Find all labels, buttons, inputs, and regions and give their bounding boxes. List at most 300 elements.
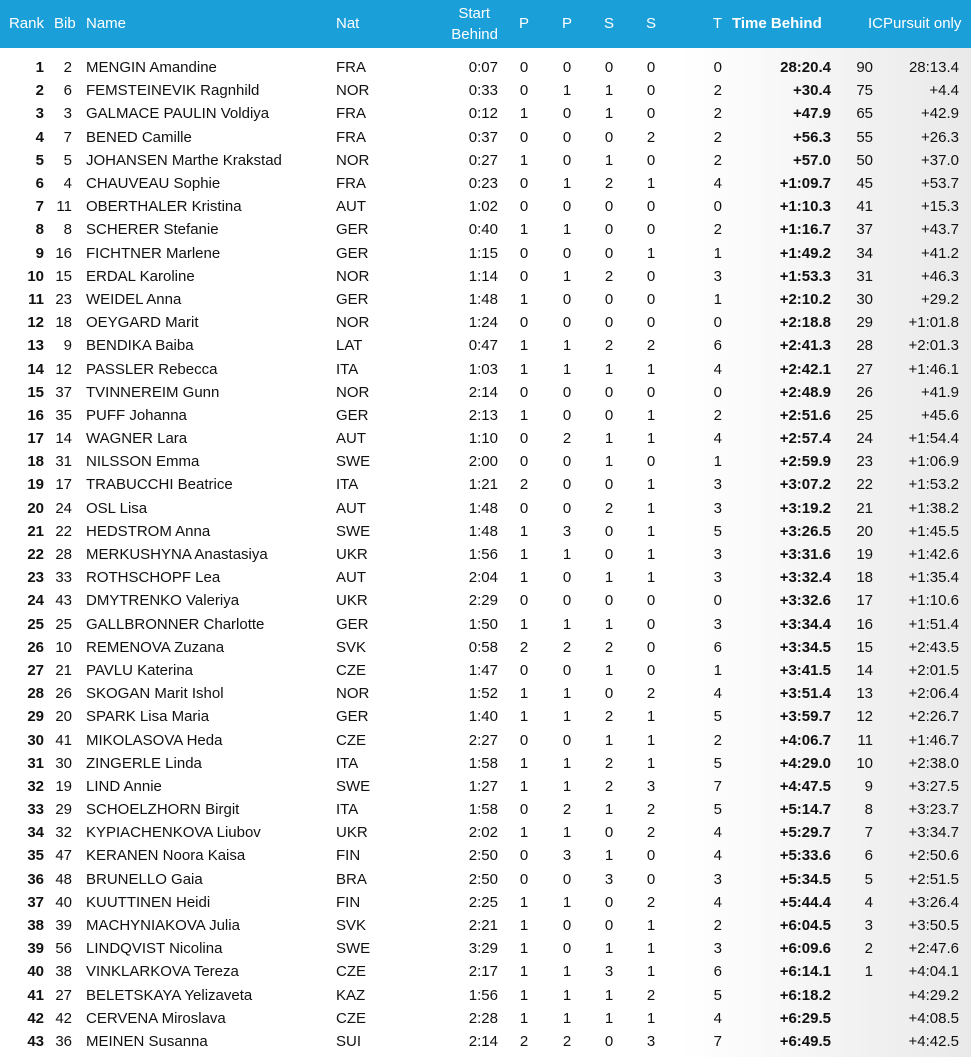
table-row[interactable] [0,404,971,427]
name-cell: PUFF Johanna [86,406,187,424]
bib-cell: 33 [55,569,72,587]
rank-cell: 32 [27,777,44,795]
col-standing-2[interactable]: S [645,15,656,32]
start-behind-cell: 1:15 [468,244,498,262]
prone-2-cell: 1 [562,986,572,1004]
prone-2-cell: 0 [562,917,572,935]
col-time-behind[interactable]: Time Behind [732,15,822,32]
standing-1-cell: 0 [604,824,614,842]
standing-1-cell: 0 [604,244,614,262]
time-behind-cell: 28:20.4 [780,59,831,77]
bib-cell: 32 [55,824,72,842]
nat-cell: NOR [336,685,370,703]
total-cell: 5 [713,708,722,726]
total-cell: 4 [713,847,722,865]
nat-cell: ITA [336,754,359,772]
standing-2-cell: 0 [646,383,656,401]
nat-cell: SWE [336,522,371,540]
pursuit-cell: +1:46.1 [908,360,959,378]
nat-cell: SWE [336,777,371,795]
name-cell: BENED Camille [86,128,192,146]
standing-2-cell: 1 [646,244,656,262]
name-cell: HEDSTROM Anna [86,522,211,540]
standing-2-cell: 0 [646,615,656,633]
col-rank[interactable]: Rank [8,15,44,32]
prone-1-cell: 0 [519,801,529,819]
time-behind-cell: +3:51.4 [779,685,831,703]
name-cell: BRUNELLO Gaia [86,870,203,888]
standing-1-cell: 2 [604,175,614,193]
name-cell: CHAUVEAU Sophie [86,175,221,193]
standing-1-cell: 3 [604,963,614,981]
name-cell: FEMSTEINEVIK Ragnhild [86,82,260,100]
pursuit-cell: +43.7 [921,221,959,239]
standing-2-cell: 0 [646,59,656,77]
rank-cell: 38 [27,917,44,935]
start-behind-cell: 1:02 [468,198,498,216]
prone-1-cell: 1 [519,777,529,795]
prone-2-cell: 3 [562,522,572,540]
prone-2-cell: 0 [562,290,572,308]
bib-cell: 8 [63,221,72,239]
standing-1-cell: 0 [604,546,614,564]
prone-2-cell: 0 [562,870,572,888]
rank-cell: 24 [27,592,44,610]
standing-1-cell: 2 [604,499,614,517]
nat-cell: GER [336,221,369,239]
standing-2-cell: 0 [646,267,656,285]
table-row[interactable] [0,937,971,960]
col-bib[interactable]: Bib [54,15,76,32]
pursuit-cell: +2:01.5 [908,661,959,679]
name-cell: BENDIKA Baiba [86,337,194,355]
table-row[interactable] [0,636,971,659]
time-behind-cell: +3:31.6 [779,546,831,564]
table-row[interactable] [0,334,971,357]
standing-2-cell: 2 [646,128,656,146]
table-row[interactable] [0,450,971,473]
start-behind-cell: 1:52 [468,685,498,703]
start-behind-cell: 2:04 [468,569,498,587]
table-row[interactable] [0,473,971,496]
table-row[interactable] [0,868,971,891]
name-cell: PAVLU Katerina [86,661,193,679]
bib-cell: 17 [55,476,72,494]
table-row[interactable] [0,288,971,311]
time-behind-cell: +2:59.9 [779,453,831,471]
pursuit-cell: +2:50.6 [908,847,959,865]
standing-2-cell: 0 [646,453,656,471]
nat-cell: UKR [336,824,368,842]
pursuit-cell: +3:23.7 [908,801,959,819]
nat-cell: ITA [336,360,359,378]
name-cell: JOHANSEN Marthe Krakstad [86,151,282,169]
standing-2-cell: 1 [646,963,656,981]
standing-1-cell: 1 [604,801,614,819]
start-behind-cell: 0:40 [468,221,498,239]
col-standing-1[interactable]: S [603,15,614,32]
table-row[interactable] [0,613,971,636]
pursuit-cell: +3:27.5 [908,777,959,795]
pursuit-cell: +1:38.2 [908,499,959,517]
start-behind-cell: 2:14 [468,1032,498,1050]
prone-1-cell: 0 [519,198,529,216]
ic-cell: 41 [856,198,873,216]
col-start-line1: Start [458,5,490,22]
prone-1-cell: 1 [519,940,529,958]
name-cell: SPARK Lisa Maria [86,708,210,726]
col-prone-1[interactable]: P [518,15,529,32]
nat-cell: FIN [336,893,361,911]
prone-2-cell: 0 [562,661,572,679]
total-cell: 1 [713,453,722,471]
table-row[interactable] [0,752,971,775]
nat-cell: UKR [336,592,368,610]
standing-2-cell: 0 [646,847,656,865]
standing-1-cell: 1 [604,453,614,471]
table-row[interactable] [0,705,971,728]
prone-1-cell: 2 [519,638,529,656]
start-behind-cell: 2:21 [468,917,498,935]
bib-cell: 7 [63,128,72,146]
rank-cell: 28 [27,685,44,703]
name-cell: TRABUCCHI Beatrice [86,476,233,494]
table-row[interactable] [0,1007,971,1030]
start-behind-cell: 2:27 [468,731,498,749]
total-cell: 3 [713,569,722,587]
name-cell: MERKUSHYNA Anastasiya [86,546,268,564]
name-cell: ERDAL Karoline [86,267,195,285]
time-behind-cell: +1:16.7 [779,221,831,239]
nat-cell: NOR [336,383,370,401]
standing-2-cell: 1 [646,569,656,587]
ic-cell: 4 [864,893,873,911]
time-behind-cell: +56.3 [793,128,831,146]
prone-2-cell: 0 [562,244,572,262]
table-row[interactable] [0,195,971,218]
bib-cell: 37 [55,383,72,401]
ic-cell: 14 [856,661,873,679]
name-cell: KYPIACHENKOVA Liubov [86,824,261,842]
rank-cell: 16 [27,406,44,424]
start-behind-cell: 2:50 [468,870,498,888]
ic-cell: 22 [856,476,873,494]
prone-1-cell: 0 [519,244,529,262]
standing-2-cell: 1 [646,731,656,749]
standing-1-cell: 0 [604,685,614,703]
bib-cell: 22 [55,522,72,540]
name-cell: LIND Annie [86,777,162,795]
prone-2-cell: 1 [562,82,572,100]
time-behind-cell: +3:32.4 [779,569,831,587]
table-row[interactable] [0,357,971,380]
name-cell: WAGNER Lara [86,430,188,448]
table-row[interactable] [0,984,971,1007]
standing-1-cell: 0 [604,198,614,216]
pursuit-cell: +4:04.1 [908,963,959,981]
standing-1-cell: 2 [604,708,614,726]
bib-cell: 56 [55,940,72,958]
name-cell: MACHYNIAKOVA Julia [86,917,240,935]
bib-cell: 31 [55,453,72,471]
prone-2-cell: 0 [562,731,572,749]
name-cell: ROTHSCHOPF Lea [86,569,221,587]
table-row[interactable] [0,728,971,751]
prone-2-cell: 1 [562,360,572,378]
ic-cell: 75 [856,82,873,100]
bib-cell: 6 [63,82,72,100]
standing-1-cell: 0 [604,406,614,424]
table-row[interactable] [0,1030,971,1053]
name-cell: VINKLARKOVA Tereza [86,963,239,981]
table-row[interactable] [0,520,971,543]
start-behind-cell: 1:14 [468,267,498,285]
name-cell: WEIDEL Anna [86,290,182,308]
rank-cell: 25 [27,615,44,633]
rank-cell: 10 [27,267,44,285]
pursuit-cell: +1:10.6 [908,592,959,610]
col-name[interactable]: Name [86,15,127,32]
total-cell: 1 [713,661,722,679]
name-cell: TVINNEREIM Gunn [86,383,220,401]
time-behind-cell: +30.4 [793,82,831,100]
rank-cell: 7 [35,198,44,216]
rank-cell: 22 [27,546,44,564]
name-cell: OBERTHALER Kristina [86,198,242,216]
prone-2-cell: 0 [562,59,572,77]
col-ic[interactable]: IC [868,15,883,32]
ic-cell: 13 [856,685,873,703]
ic-cell: 12 [856,708,873,726]
prone-2-cell: 1 [562,337,572,355]
rank-cell: 35 [27,847,44,865]
bib-cell: 20 [55,708,72,726]
total-cell: 0 [713,383,722,401]
pursuit-cell: +41.9 [921,383,959,401]
rank-cell: 14 [27,360,44,378]
pursuit-cell: +42.9 [921,105,959,123]
table-row[interactable] [0,79,971,102]
ic-cell: 21 [856,499,873,517]
prone-1-cell: 0 [519,267,529,285]
prone-1-cell: 1 [519,893,529,911]
ic-cell: 34 [856,244,873,262]
rank-cell: 26 [27,638,44,656]
time-behind-cell: +2:48.9 [779,383,831,401]
ic-cell: 7 [864,824,873,842]
start-behind-cell: 0:27 [468,151,498,169]
standing-2-cell: 1 [646,940,656,958]
nat-cell: FRA [336,128,366,146]
table-row[interactable] [0,844,971,867]
table-row[interactable] [0,775,971,798]
prone-1-cell: 1 [519,1009,529,1027]
rank-cell: 33 [27,801,44,819]
total-cell: 5 [713,522,722,540]
pursuit-cell: +41.2 [921,244,959,262]
ic-cell: 24 [856,430,873,448]
table-row[interactable] [0,821,971,844]
table-row[interactable] [0,914,971,937]
table-row[interactable] [0,102,971,125]
nat-cell: NOR [336,314,370,332]
ic-cell: 8 [864,801,873,819]
table-row[interactable] [0,427,971,450]
standing-2-cell: 2 [646,893,656,911]
start-behind-cell: 1:56 [468,546,498,564]
rank-cell: 17 [27,430,44,448]
start-behind-cell: 3:29 [468,940,498,958]
nat-cell: FIN [336,847,361,865]
standing-2-cell: 1 [646,430,656,448]
standing-2-cell: 0 [646,82,656,100]
col-total[interactable]: T [712,15,722,32]
standing-2-cell: 2 [646,986,656,1004]
ic-cell: 29 [856,314,873,332]
table-row[interactable] [0,891,971,914]
rank-cell: 43 [27,1032,44,1050]
prone-1-cell: 1 [519,986,529,1004]
table-row[interactable] [0,149,971,172]
standing-1-cell: 1 [604,151,614,169]
table-row[interactable] [0,242,971,265]
standing-1-cell: 1 [604,360,614,378]
table-row[interactable] [0,566,971,589]
standing-1-cell: 0 [604,917,614,935]
bib-cell: 4 [63,175,72,193]
nat-cell: CZE [336,731,366,749]
bib-cell: 41 [55,731,72,749]
time-behind-cell: +5:14.7 [779,801,831,819]
prone-2-cell: 1 [562,893,572,911]
prone-1-cell: 0 [519,499,529,517]
prone-2-cell: 1 [562,824,572,842]
name-cell: FICHTNER Marlene [86,244,221,262]
table-row[interactable] [0,265,971,288]
rank-cell: 23 [27,569,44,587]
pursuit-cell: +1:54.4 [908,430,959,448]
standing-1-cell: 1 [604,940,614,958]
prone-2-cell: 0 [562,592,572,610]
prone-2-cell: 1 [562,546,572,564]
col-nat[interactable]: Nat [336,15,360,32]
nat-cell: FRA [336,105,366,123]
time-behind-cell: +3:59.7 [779,708,831,726]
ic-cell [835,1030,883,1053]
standing-2-cell: 0 [646,661,656,679]
time-behind-cell: +6:49.5 [779,1032,831,1050]
total-cell: 3 [713,546,722,564]
prone-1-cell: 0 [519,430,529,448]
name-cell: LINDQVIST Nicolina [86,940,223,958]
bib-cell: 18 [55,314,72,332]
ic-cell [835,984,883,1007]
time-behind-cell: +2:57.4 [779,430,831,448]
standing-2-cell: 1 [646,406,656,424]
results-body [0,48,971,1053]
bib-cell: 26 [55,685,72,703]
prone-2-cell: 0 [562,383,572,401]
prone-2-cell: 0 [562,128,572,146]
bib-cell: 43 [55,592,72,610]
time-behind-cell: +6:04.5 [779,917,831,935]
col-pursuit-only[interactable]: Pursuit only [883,15,962,32]
col-start-behind[interactable] [416,0,502,48]
name-cell: SKOGAN Marit Ishol [86,685,224,703]
ic-cell: 16 [856,615,873,633]
standing-2-cell: 1 [646,1009,656,1027]
bib-cell: 15 [55,267,72,285]
standing-1-cell: 0 [604,59,614,77]
ic-cell: 1 [864,963,873,981]
total-cell: 3 [713,940,722,958]
bib-cell: 29 [55,801,72,819]
col-prone-2[interactable]: P [561,15,572,32]
nat-cell: LAT [336,337,363,355]
table-row[interactable] [0,543,971,566]
table-row[interactable] [0,497,971,520]
prone-2-cell: 3 [562,847,572,865]
bib-cell: 11 [56,198,72,216]
name-cell: NILSSON Emma [86,453,200,471]
pursuit-cell: +2:51.5 [908,870,959,888]
table-row[interactable] [0,381,971,404]
total-cell: 4 [713,824,722,842]
prone-2-cell: 1 [562,267,572,285]
ic-cell: 50 [856,151,873,169]
standing-1-cell: 1 [604,615,614,633]
rank-cell: 12 [27,314,44,332]
bib-cell: 10 [55,638,72,656]
table-row[interactable] [0,311,971,334]
standing-2-cell: 2 [646,685,656,703]
total-cell: 4 [713,1009,722,1027]
pursuit-cell: +2:38.0 [908,754,959,772]
rank-cell: 15 [27,383,44,401]
standing-1-cell: 0 [604,1032,614,1050]
table-row[interactable] [0,56,971,79]
time-behind-cell: +5:44.4 [779,893,831,911]
nat-cell: GER [336,708,369,726]
start-behind-cell: 2:50 [468,847,498,865]
prone-2-cell: 0 [562,569,572,587]
nat-cell: SVK [336,638,367,656]
nat-cell: FRA [336,59,366,77]
time-behind-cell: +2:51.6 [779,406,831,424]
prone-2-cell: 2 [562,638,572,656]
table-row[interactable] [0,659,971,682]
table-row[interactable] [0,798,971,821]
table-row[interactable] [0,589,971,612]
prone-2-cell: 1 [562,221,572,239]
table-row[interactable] [0,172,971,195]
standing-2-cell: 0 [646,638,656,656]
table-row[interactable] [0,682,971,705]
total-cell: 7 [713,1032,722,1050]
table-row[interactable] [0,960,971,983]
ic-cell [835,1007,883,1030]
total-cell: 2 [713,82,722,100]
prone-2-cell: 1 [562,685,572,703]
bib-cell: 21 [55,661,72,679]
table-row[interactable] [0,126,971,149]
table-row[interactable] [0,218,971,241]
time-behind-cell: +3:32.6 [779,592,831,610]
rank-cell: 41 [27,986,44,1004]
standing-2-cell: 0 [646,151,656,169]
time-behind-cell: +4:06.7 [779,731,831,749]
time-behind-cell: +2:18.8 [779,314,831,332]
